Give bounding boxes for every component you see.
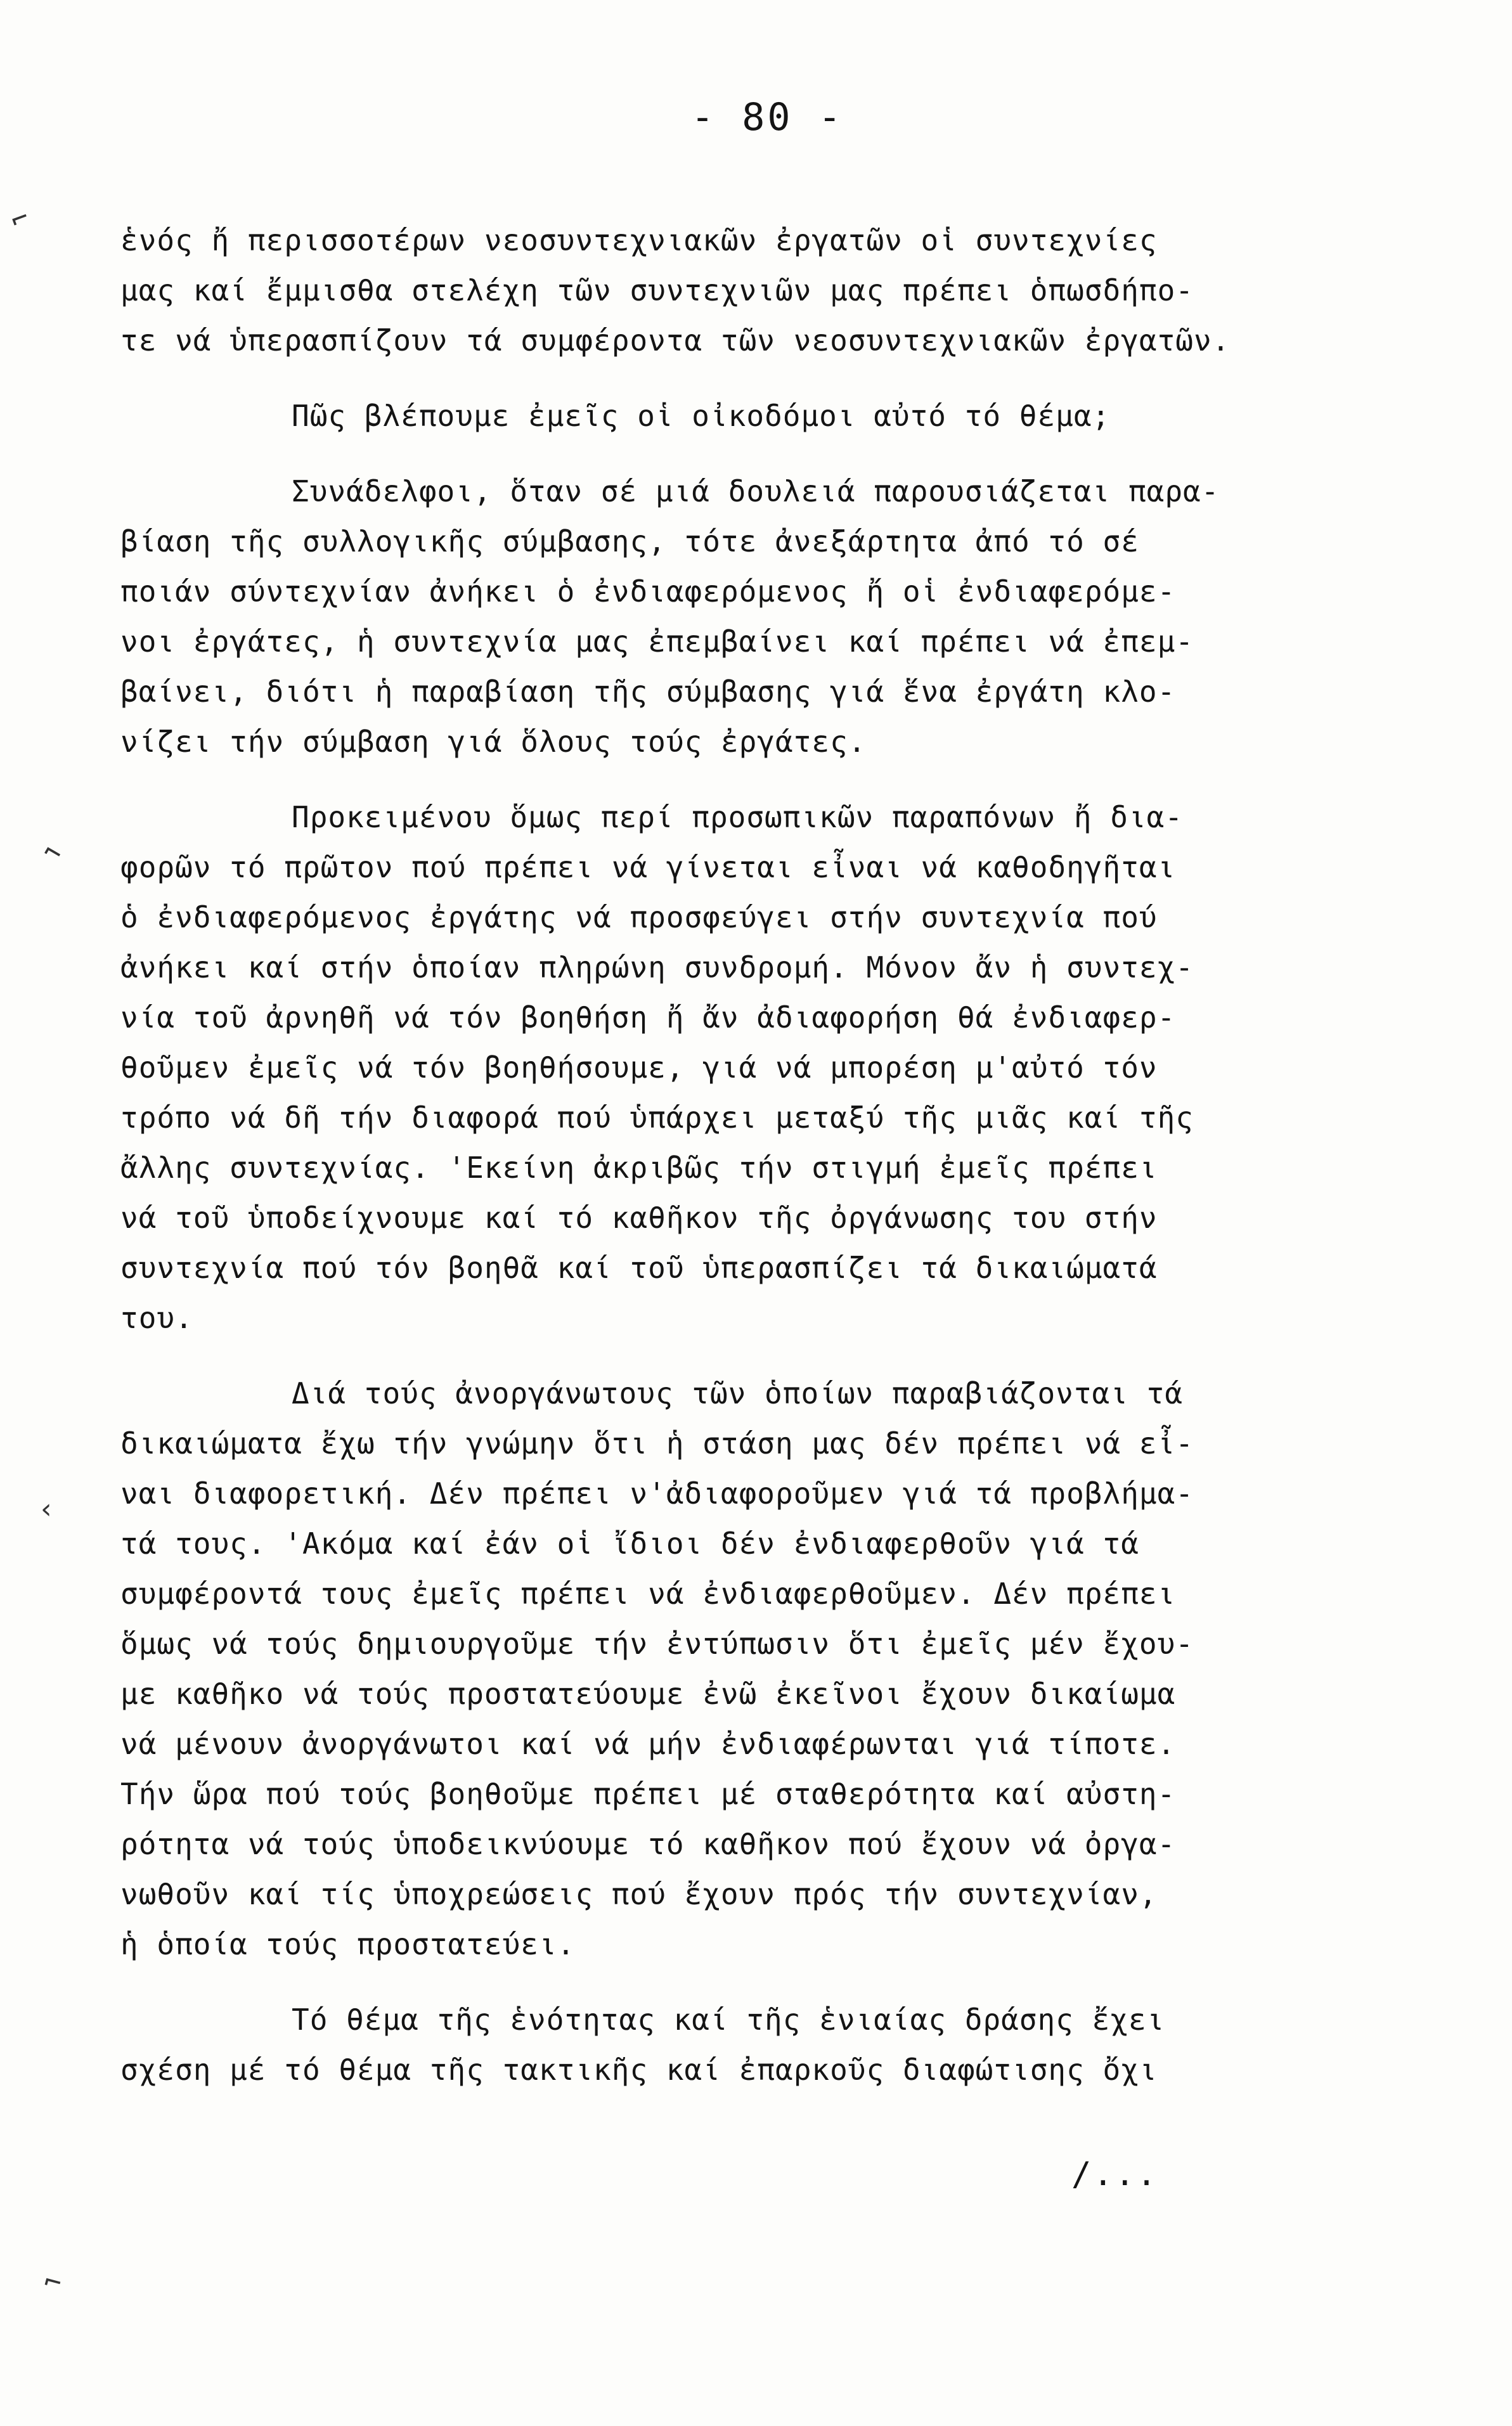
page-number: - 80 - <box>691 95 844 139</box>
text-line: ἀνήκει καί στήν ὁποίαν πληρώνη συνδρομή. Μόνον ἄν ἡ συντεχ- <box>120 950 1194 984</box>
paragraph <box>120 792 1287 842</box>
text-line: ποιάν σύντεχνίαν ἀνήκει ὁ ἐνδιαφερόμενος ἤ οἱ ἐνδιαφερόμε- <box>120 574 1176 609</box>
text-line: ὁ ἐνδιαφερόμενος ἐργάτης νά προσφεύγει στήν συντεχνία πού <box>120 900 1158 934</box>
margin-mark: ⌐ <box>6 201 34 237</box>
text-line: δικαιώματα ἔχω τήν γνώμην ὅτι ἡ στάση μας δέν πρέπει νά εἶ- <box>120 1426 1194 1461</box>
text-line: νίζει τήν σύμβαση γιά ὅλους τούς ἐργάτες. <box>120 725 867 759</box>
text-line: ἡ ὁποία τούς προστατεύει. <box>120 1927 576 1961</box>
paragraph <box>120 1369 1287 1419</box>
text-line: τε νά ὑπερασπίζουν τά συμφέροντα τῶν νεοσυντεχνιακῶν ἐργατῶν. <box>120 323 1231 358</box>
text-line: Διά τούς ἀνοργάνωτους τῶν ὁποίων παραβιάζονται τά <box>292 1376 1184 1410</box>
text-line: βίαση τῆς συλλογικῆς σύμβασης, τότε ἀνεξάρτητα ἀπό τό σέ <box>120 524 1139 558</box>
paragraph <box>120 1995 1287 2045</box>
text-line: Τήν ὥρα πού τούς βοηθοῦμε πρέπει μέ σταθερότητα καί αὐστη- <box>120 1777 1176 1811</box>
text-line: φορῶν τό πρῶτον πού πρέπει νά γίνεται εἶναι νά καθοδηγῆται <box>120 850 1176 884</box>
paragraph <box>120 391 1287 441</box>
paragraph <box>120 2045 1287 2095</box>
paragraph <box>120 216 1287 366</box>
margin-mark: ‹ <box>38 1493 55 1525</box>
text-line: μας καί ἔμμισθα στελέχη τῶν συντεχνιῶν μας πρέπει ὁπωσδήπο- <box>120 273 1194 307</box>
text-line: νοι ἐργάτες, ἡ συντεχνία μας ἐπεμβαίνει καί πρέπει νά ἐπεμ- <box>120 624 1194 659</box>
paragraph-gap <box>120 1343 1287 1369</box>
text-line: του. <box>120 1301 193 1335</box>
text-line: νωθοῦν καί τίς ὑποχρεώσεις πού ἔχουν πρός τήν συντεχνίαν, <box>120 1877 1158 1911</box>
text-line: ἑνός ἤ περισσοτέρων νεοσυντεχνιακῶν ἐργατῶν οἱ συντεχνίες <box>120 223 1158 257</box>
text-line: τρόπο νά δῆ τήν διαφορά πού ὑπάρχει μεταξύ τῆς μιᾶς καί τῆς <box>120 1100 1194 1135</box>
text-line: συντεχνία πού τόν βοηθᾶ καί τοῦ ὑπερασπίζει τά δικαιώματά <box>120 1251 1158 1285</box>
text-line: νία τοῦ ἀρνηθῆ νά τόν βοηθήση ἤ ἄν ἀδιαφορήση θά ἐνδιαφερ- <box>120 1000 1176 1035</box>
margin-mark: ⌐ <box>40 2264 65 2300</box>
margin-mark: ⌐ <box>37 834 68 872</box>
text-line: με καθῆκο νά τούς προστατεύουμε ἐνῶ ἐκεῖνοι ἔχουν δικαίωμα <box>120 1677 1176 1711</box>
text-line: Πῶς βλέπουμε ἐμεῖς οἱ οἰκοδόμοι αὐτό τό θέμα; <box>292 399 1111 433</box>
paragraph <box>120 517 1287 767</box>
text-line: Συνάδελφοι, ὅταν σέ μιά δουλειά παρουσιάζεται παρα- <box>292 474 1220 508</box>
paragraph-gap <box>120 1970 1287 1995</box>
text-line: ναι διαφορετική. Δέν πρέπει ν'ἀδιαφοροῦμεν γιά τά προβλήμα- <box>120 1476 1194 1511</box>
text-line: θοῦμεν ἐμεῖς νά τόν βοηθήσουμε, γιά νά μπορέση μ'αὐτό τόν <box>120 1050 1158 1085</box>
text-line: τά τους. 'Ακόμα καί ἐάν οἱ ἴδιοι δέν ἐνδιαφερθοῦν γιά τά <box>120 1526 1139 1561</box>
paragraph <box>120 1419 1287 1970</box>
text-line: βαίνει, διότι ἡ παραβίαση τῆς σύμβασης γιά ἕνα ἐργάτη κλο- <box>120 674 1176 709</box>
text-line: σχέση μέ τό θέμα τῆς τακτικῆς καί ἐπαρκοῦς διαφώτισης ὄχι <box>120 2053 1158 2087</box>
text-line: ἄλλης συντεχνίας. 'Εκείνη ἀκριβῶς τήν στιγμή ἐμεῖς πρέπει <box>120 1151 1158 1185</box>
text-line: νά τοῦ ὑποδείχνουμε καί τό καθῆκον τῆς ὀργάνωσης του στήν <box>120 1201 1158 1235</box>
paragraph-gap <box>120 441 1287 467</box>
continuation-marker: /... <box>1071 2155 1159 2193</box>
text-line: Προκειμένου ὅμως περί προσωπικῶν παραπόνων ἤ δια- <box>292 800 1184 834</box>
paragraph <box>120 467 1287 517</box>
text-line: ὅμως νά τούς δημιουργοῦμε τήν ἐντύπωσιν ὅτι ἐμεῖς μέν ἔχου- <box>120 1627 1194 1661</box>
text-line: Τό θέμα τῆς ἑνότητας καί τῆς ἑνιαίας δράσης ἔχει <box>292 2003 1165 2037</box>
paragraph-gap <box>120 767 1287 792</box>
body-text <box>120 216 1287 2095</box>
text-line: συμφέροντά τους ἐμεῖς πρέπει νά ἐνδιαφερθοῦμεν. Δέν πρέπει <box>120 1577 1176 1611</box>
text-line: ρότητα νά τούς ὑποδεικνύουμε τό καθῆκον πού ἔχουν νά ὀργα- <box>120 1827 1176 1861</box>
paragraph-gap <box>120 366 1287 391</box>
paragraph <box>120 842 1287 1343</box>
text-line: νά μένουν ἀνοργάνωτοι καί νά μήν ἐνδιαφέρωνται γιά τίποτε. <box>120 1727 1176 1761</box>
